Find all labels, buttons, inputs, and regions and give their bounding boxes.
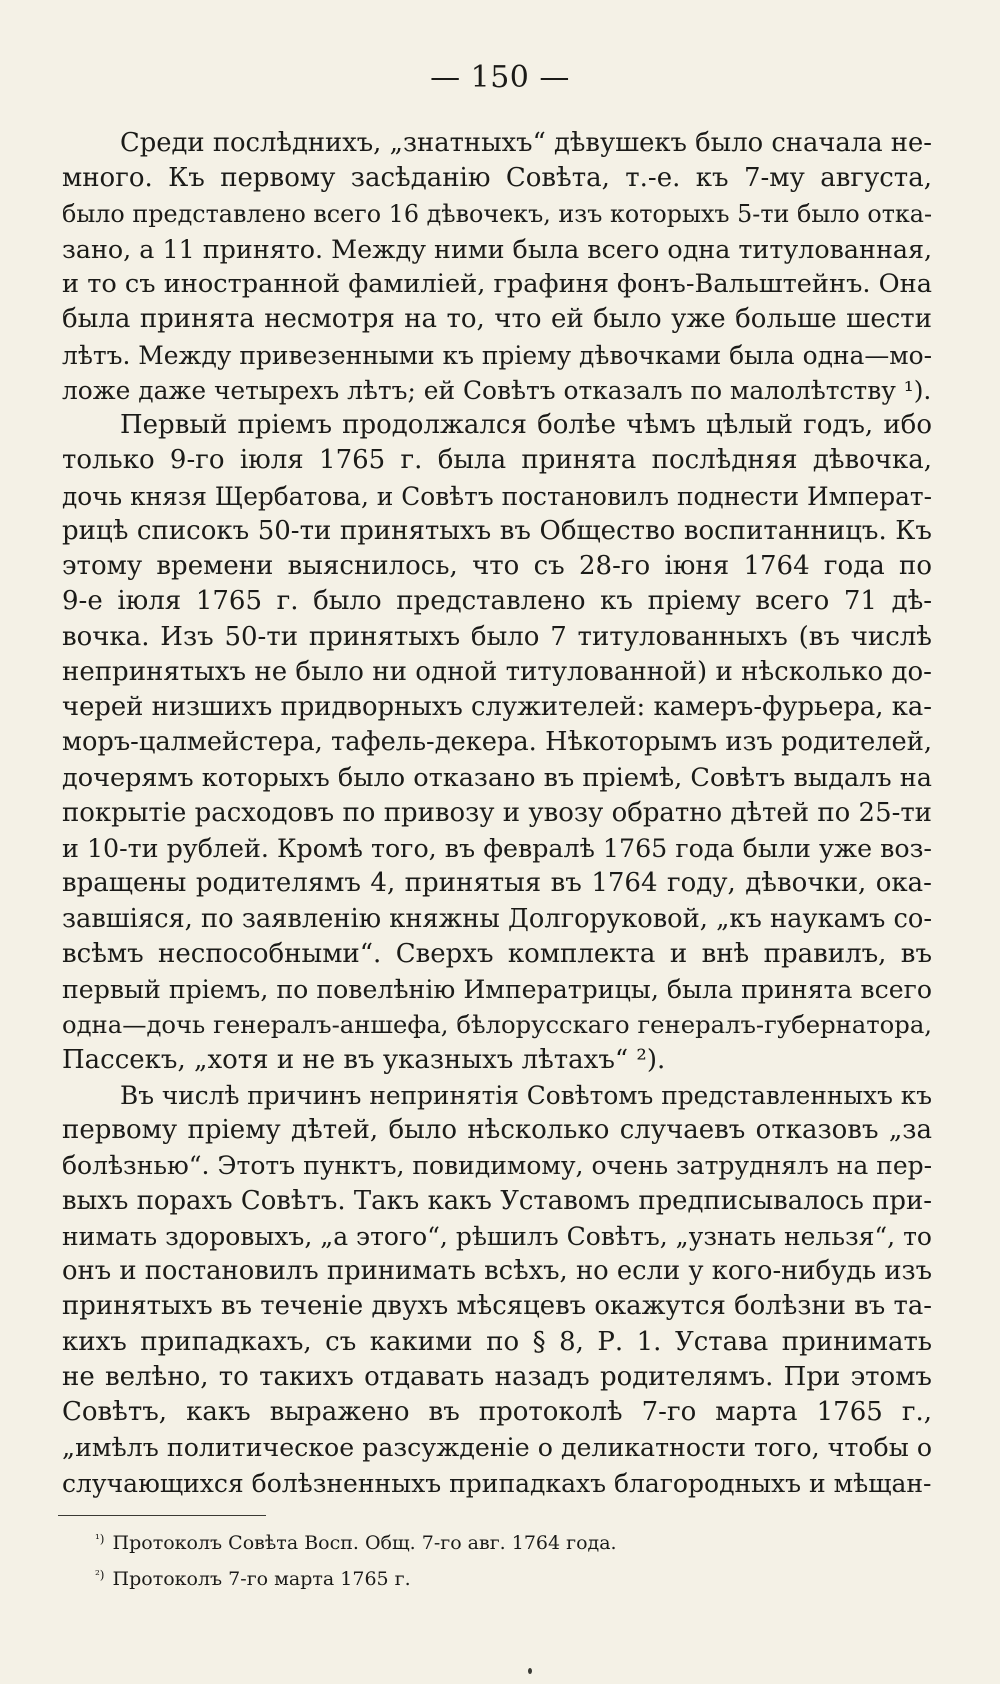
text-line: Совѣтъ, какъ выражено въ протоколѣ 7-го марта 1765 г., bbox=[62, 1397, 932, 1427]
footnotes bbox=[95, 1526, 915, 1598]
text-line: лѣтъ. Между привезенными къ пріему дѣвочками была одна—мо- bbox=[62, 340, 932, 370]
text-line: дочь князя Щербатова, и Совѣтъ постановилъ поднести Императ- bbox=[62, 481, 932, 511]
body-text bbox=[62, 126, 932, 1501]
footnote-2 bbox=[95, 1562, 915, 1598]
text-line: покрытіе расходовъ по привозу и увозу обратно дѣтей по 25-ти bbox=[62, 797, 932, 828]
text-line: этому времени выяснилось, что съ 28-го іюня 1764 года по bbox=[62, 551, 932, 581]
text-line: не велѣно, то такихъ отдавать назадъ родителямъ. При этомъ bbox=[62, 1361, 932, 1392]
footnote-1 bbox=[95, 1526, 915, 1562]
text-line: выхъ порахъ Совѣтъ. Такъ какъ Уставомъ предписывалось при- bbox=[62, 1185, 932, 1216]
footnote-text: Протоколъ 7-го марта 1765 г. bbox=[112, 1568, 411, 1590]
ink-speck bbox=[528, 1668, 532, 1674]
text-line: моръ-цалмейстера, тафель-декера. Нѣкоторымъ изъ родителей, bbox=[62, 727, 932, 758]
text-line: дочерямъ которыхъ было отказано въ пріемѣ, Совѣтъ выдалъ на bbox=[62, 762, 932, 793]
text-line: одна—дочь генералъ-аншефа, бѣлорусскаго генералъ-губернатора, bbox=[62, 1010, 932, 1040]
text-line: нимать здоровыхъ, „а этого“, рѣшилъ Совѣтъ, „узнать нельзя“, то bbox=[62, 1221, 932, 1251]
text-line: Первый пріемъ продолжался болѣе чѣмъ цѣлый годъ, ибо bbox=[120, 410, 932, 440]
text-line: и то съ иностранной фамиліей, графиня фонъ-Вальштейнъ. Она bbox=[62, 269, 932, 299]
text-line: рицѣ списокъ 50-ти принятыхъ въ Общество воспитанницъ. Къ bbox=[62, 515, 932, 546]
text-line: Среди послѣднихъ, „знатныхъ“ дѣвушекъ было сначала не- bbox=[120, 128, 932, 158]
text-line: была принята несмотря на то, что ей было уже больше шести bbox=[62, 304, 932, 335]
footnote-mark: ²) bbox=[95, 1568, 105, 1582]
text-line: только 9-го іюля 1765 г. была принята послѣдняя дѣвочка, bbox=[62, 445, 932, 476]
text-line: вращены родителямъ 4, принятыя въ 1764 году, дѣвочки, ока- bbox=[62, 868, 932, 899]
text-line: много. Къ первому засѣданію Совѣта, т.-е. къ 7-му августа, bbox=[62, 163, 932, 194]
footnote-mark: ¹) bbox=[95, 1532, 105, 1546]
text-line: „имѣлъ политическое разсужденіе о деликатности того, чтобы о bbox=[62, 1433, 932, 1463]
text-line: первый пріемъ, по повелѣнію Императрицы, была принята всего bbox=[62, 975, 932, 1004]
footnote-text: Протоколъ Совѣта Восп. Общ. 7-го авг. 1764 года. bbox=[112, 1532, 617, 1554]
text-line: случающихся болѣзненныхъ припадкахъ благородныхъ и мѣщан- bbox=[62, 1468, 932, 1498]
text-line: Въ числѣ причинъ непринятія Совѣтомъ представленныхъ къ bbox=[120, 1080, 932, 1110]
text-line: Пассекъ, „хотя и не въ указныхъ лѣтахъ“ ²). bbox=[62, 1044, 666, 1075]
text-line: завшіяся, по заявленію княжны Долгоруковой, „къ наукамъ со- bbox=[62, 903, 932, 934]
text-line: непринятыхъ не было ни одной титулованной) и нѣсколько до- bbox=[62, 656, 932, 687]
text-line: всѣмъ неспособными“. Сверхъ комплекта и внѣ правилъ, въ bbox=[62, 938, 932, 969]
text-line: зано, а 11 принято. Между ними была всего одна титулованная, bbox=[62, 233, 932, 264]
text-line: черей низшихъ придворныхъ служителей: камеръ-фурьера, ка- bbox=[62, 692, 932, 722]
text-line: принятыхъ въ теченіе двухъ мѣсяцевъ окажутся болѣзни въ та- bbox=[62, 1291, 932, 1322]
text-line: вочка. Изъ 50-ти принятыхъ было 7 титулованныхъ (въ числѣ bbox=[62, 621, 932, 652]
text-line: первому пріему дѣтей, было нѣсколько случаевъ отказовъ „за bbox=[62, 1115, 932, 1145]
text-line: 9-е іюля 1765 г. было представлено къ пріему всего 71 дѣ- bbox=[62, 586, 932, 617]
text-line: кихъ припадкахъ, съ какими по § 8, Р. 1. Устава принимать bbox=[62, 1326, 932, 1357]
page-number: — 150 — bbox=[430, 60, 570, 95]
text-line: болѣзнью“. Этотъ пунктъ, повидимому, очень затруднялъ на пер- bbox=[62, 1151, 932, 1181]
text-line: онъ и постановилъ принимать всѣхъ, но если у кого-нибудь изъ bbox=[62, 1256, 932, 1286]
text-line: было представлено всего 16 дѣвочекъ, изъ которыхъ 5-ти было отка- bbox=[62, 199, 932, 228]
text-line: ложе даже четырехъ лѣтъ; ей Совѣтъ отказалъ по малолѣтству ¹). bbox=[62, 375, 932, 405]
footnote-divider bbox=[58, 1515, 266, 1516]
text-line: и 10-ти рублей. Кромѣ того, въ февралѣ 1765 года были уже воз- bbox=[62, 834, 932, 863]
